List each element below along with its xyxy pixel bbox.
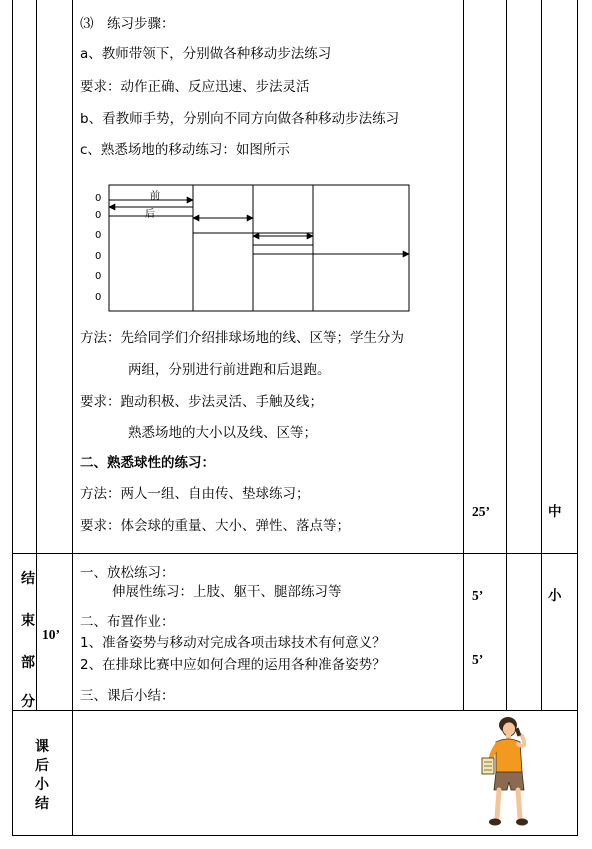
requirement-1: 要求：动作正确、反应迅速、步法灵活	[80, 79, 310, 95]
homework-title: 二、布置作业：	[80, 614, 175, 630]
backward-label: 后	[145, 209, 155, 220]
method-1a: 方法：先给同学们介绍排球场地的线、区等；学生分为	[80, 330, 404, 346]
requirement-2b: 熟悉场地的大小以及线、区等；	[128, 425, 317, 441]
method-1b: 两组，分别进行前进跑和后退跑。	[128, 362, 331, 378]
requirement-3: 要求：体会球的重量、大小、弹性、落点等；	[80, 518, 350, 534]
homework-2: 2、在排球比赛中应如何合理的运用各种准备姿势？	[80, 657, 386, 673]
row-label: 0	[95, 292, 102, 303]
ending-side-label: 束	[21, 613, 35, 629]
reflection-side-label: 课	[35, 739, 49, 755]
court-movement-diagram	[90, 178, 420, 318]
ending-time-2: 5’	[472, 652, 484, 667]
ending-side-label: 结	[21, 571, 35, 587]
practice-time: 25’	[472, 504, 490, 519]
reflection-side-label: 后	[35, 758, 49, 774]
ending-side-label: 部	[21, 655, 35, 671]
row-label: 0	[95, 210, 102, 221]
teacher-clipart-icon	[474, 714, 536, 834]
ending-duration: 10’	[42, 627, 60, 642]
step-header: ⑶ 练习步骤：	[80, 16, 175, 32]
row-label: 0	[95, 251, 102, 262]
step-c: c、熟悉场地的移动练习：如图所示	[80, 142, 290, 158]
relax-detail: 伸展性练习：上肢、躯干、腿部练习等	[112, 584, 342, 600]
step-b: b、看教师手势，分别向不同方向做各种移动步法练习	[80, 111, 400, 127]
requirement-2a: 要求：跑动积极、步法灵活、手触及线；	[80, 394, 323, 410]
row-label: 0	[95, 271, 102, 282]
forward-label: 前	[150, 191, 160, 202]
court-outline	[109, 185, 409, 311]
step-a: a、教师带领下，分别做各种移动步法练习	[80, 46, 332, 62]
ending-intensity: 小	[548, 588, 562, 604]
ending-side-label: 分	[21, 694, 35, 710]
relax-title: 一、放松练习：	[80, 565, 175, 581]
summary-title: 三、课后小结：	[80, 688, 175, 704]
section2-title: 二、熟悉球性的练习：	[80, 455, 215, 471]
reflection-side-label: 结	[35, 796, 49, 812]
reflection-side-label: 小	[35, 777, 49, 793]
homework-1: 1、准备姿势与移动对完成各项击球技术有何意义？	[80, 635, 386, 651]
row-label: 0	[95, 193, 102, 204]
row-label: 0	[95, 230, 102, 241]
ending-time-1: 5’	[472, 588, 484, 603]
practice-intensity: 中	[548, 504, 562, 520]
method-2: 方法：两人一组、自由传、垫球练习；	[80, 486, 310, 502]
